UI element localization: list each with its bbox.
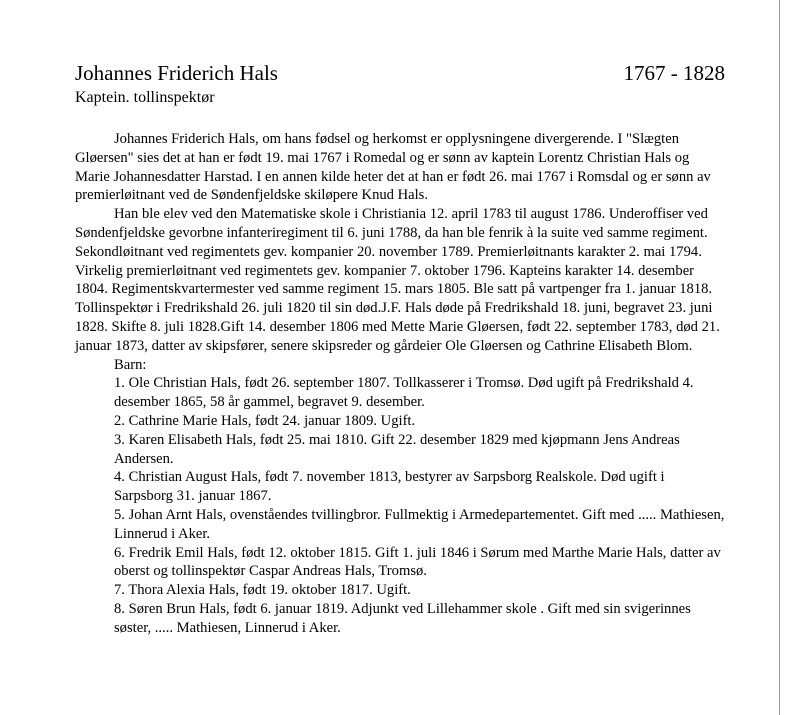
child-entry: 7. Thora Alexia Hals, født 19. oktober 1817. Ugift.: [114, 582, 411, 599]
child-entry: 4. Christian August Hals, født 7. november 1813, bestyrer av Sarpsborg Realskole. Død ugift i Sarpsborg 31. januar 1867.: [114, 469, 665, 505]
title-row: [75, 60, 725, 86]
document-page: [75, 60, 725, 638]
children-label: Barn:: [114, 356, 147, 373]
person-title: Kaptein. tollinspektør: [75, 89, 215, 106]
paragraph-origin: Johannes Friderich Hals, om hans fødsel og herkomst er opplysningene divergerende. I "Slægten Gløersen" sies det at han er født 19. mai 1767 i Romedal og er sønn av kaptein Lorentz Christian Hals og Marie Johannesdatter Harstad. I en annen kilde heter det at han er født 26. mai 1767 i Romsdal og er sønn av premierløitnant ved de Søndenfjeldske skiløpere Knud Hals.: [75, 131, 711, 204]
child-entry: 6. Fredrik Emil Hals, født 12. oktober 1815. Gift 1. juli 1846 i Sørum med Marthe Marie Hals, datter av oberst og tollinspektør Caspar Andreas Hals, Tromsø.: [114, 544, 721, 580]
child-entry: 2. Cathrine Marie Hals, født 24. januar 1809. Ugift.: [114, 412, 416, 429]
biography-body: [75, 130, 725, 638]
page-edge: [779, 0, 780, 715]
paragraph-marriage: Tollinspektør i Fredrikshald 26. juli 1820 til sin død.J.F. Hals døde på Fredrikshald 18. juni, begravet 23. juni 1828. Skifte 8. juli 1828.Gift 14. desember 1806 med Mette Marie Gløersen, født 22. september 1783, død 21. januar 1873, datter av skipsfører, senere skipsreder og gårdeier Ole Gløersen og Cathrine Elisabeth Blom.: [75, 300, 720, 354]
paragraph-career: Han ble elev ved den Matematiske skole i Christiania 12. april 1783 til august 1786. Underoffiser ved Søndenfjeldske gevorbne infanteriregiment til 6. juni 1788, da han ble fenrik à la suite ved samme regiment. Sekondløitnant ved regimentets gev. kompanier 20. november 1789. Premierløitnants karakter 2. mai 1794. Virkelig premierløitnant ved regimentets gev. kompanier 7. oktober 1796. Kapteins karakter 14. desember 1804. Regimentskvartermester ved samme regiment 15. mars 1805. Ble satt på vartpenger fra 1. januar 1818.: [75, 206, 713, 298]
child-entry: 8. Søren Brun Hals, født 6. januar 1819. Adjunkt ved Lillehammer skole . Gift med sin svigerinnes søster, ..... Mathiesen, Linnerud i Aker.: [114, 600, 691, 636]
person-name: Johannes Friderich Hals: [75, 61, 278, 85]
child-entry: 1. Ole Christian Hals, født 26. september 1807. Tollkasserer i Tromsø. Død ugift på Fredrikshald 4. desember 1865, 58 år gammel, begravet 9. desember.: [114, 375, 694, 411]
child-entry: 5. Johan Arnt Hals, ovenståendes tvillingbror. Fullmektig i Armedepartementet. Gift med ..... Mathiesen, Linnerud i Aker.: [114, 506, 725, 542]
life-years: 1767 - 1828: [623, 61, 725, 85]
child-entry: 3. Karen Elisabeth Hals, født 25. mai 1810. Gift 22. desember 1829 med kjøpmann Jens Andreas Andersen.: [114, 431, 680, 467]
